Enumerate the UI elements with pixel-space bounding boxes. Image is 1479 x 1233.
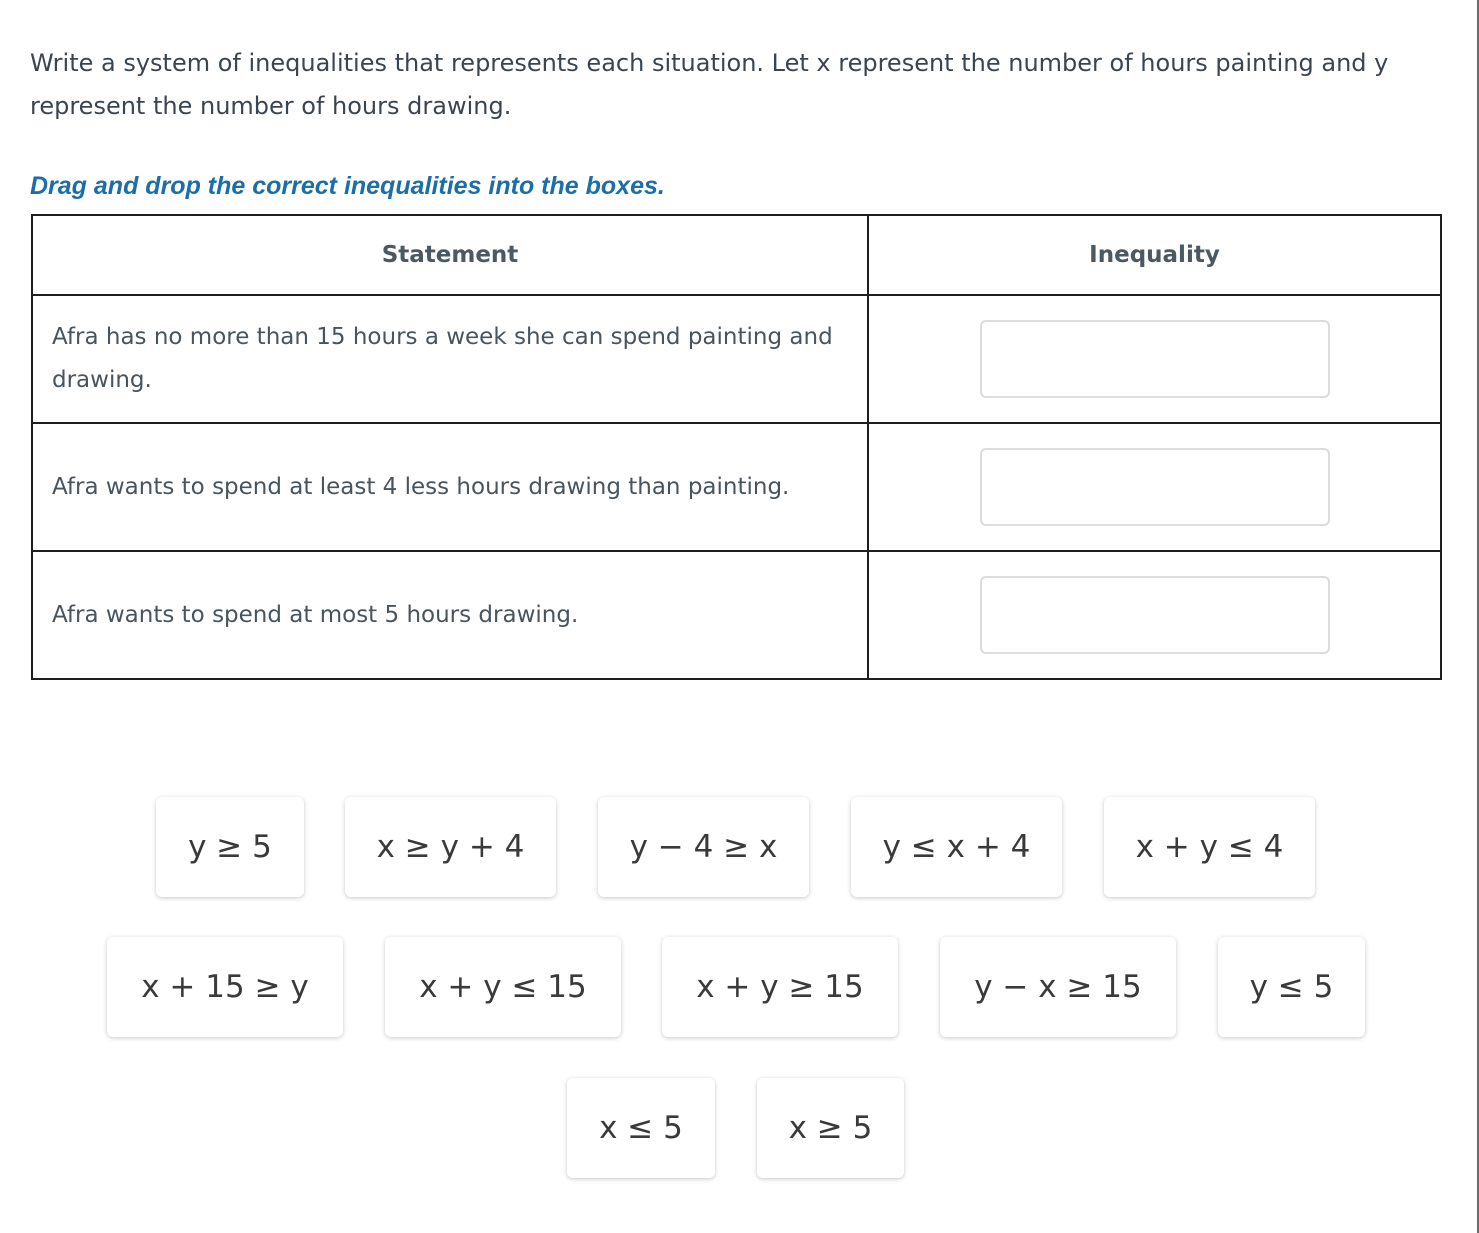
inequality-header: Inequality [868,215,1441,295]
draggable-option-tile[interactable]: x + y ≤ 4 [1104,797,1315,897]
statement-cell: Afra has no more than 15 hours a week she can spend painting and drawing. [32,295,868,423]
drop-target-box[interactable] [980,576,1330,654]
inequality-table [31,214,1442,680]
table-row [32,423,1441,551]
statement-cell: Afra wants to spend at most 5 hours drawing. [32,551,868,679]
instructions-text: Write a system of inequalities that represents each situation. Let x represent the number of hours painting and y represent the number of hours drawing. [30,49,1389,120]
statement-cell: Afra wants to spend at least 4 less hours drawing than painting. [32,423,868,551]
draggable-option-tile[interactable]: y ≥ 5 [156,797,304,897]
draggable-option-tile[interactable]: x + 15 ≥ y [107,937,343,1037]
table-row [32,551,1441,679]
draggable-option-tile[interactable]: y − x ≥ 15 [940,937,1176,1037]
draggable-option-tile[interactable]: x + y ≥ 15 [662,937,898,1037]
drag-drop-prompt: Drag and drop the correct inequalities into the boxes. [30,172,665,200]
table-header-row [32,215,1441,295]
draggable-option-tile[interactable]: y ≤ x + 4 [851,797,1062,897]
draggable-option-tile[interactable]: y ≤ 5 [1218,937,1365,1037]
statement-header: Statement [32,215,868,295]
draggable-option-tile[interactable]: x ≥ y + 4 [345,797,556,897]
table-row [32,295,1441,423]
drop-target-box[interactable] [980,320,1330,398]
draggable-option-tile[interactable]: x + y ≤ 15 [385,937,621,1037]
draggable-option-tile[interactable]: x ≥ 5 [757,1078,904,1178]
draggable-option-tile[interactable]: x ≤ 5 [567,1078,715,1178]
draggable-option-tile[interactable]: y − 4 ≥ x [598,797,809,897]
drop-target-box[interactable] [980,448,1330,526]
